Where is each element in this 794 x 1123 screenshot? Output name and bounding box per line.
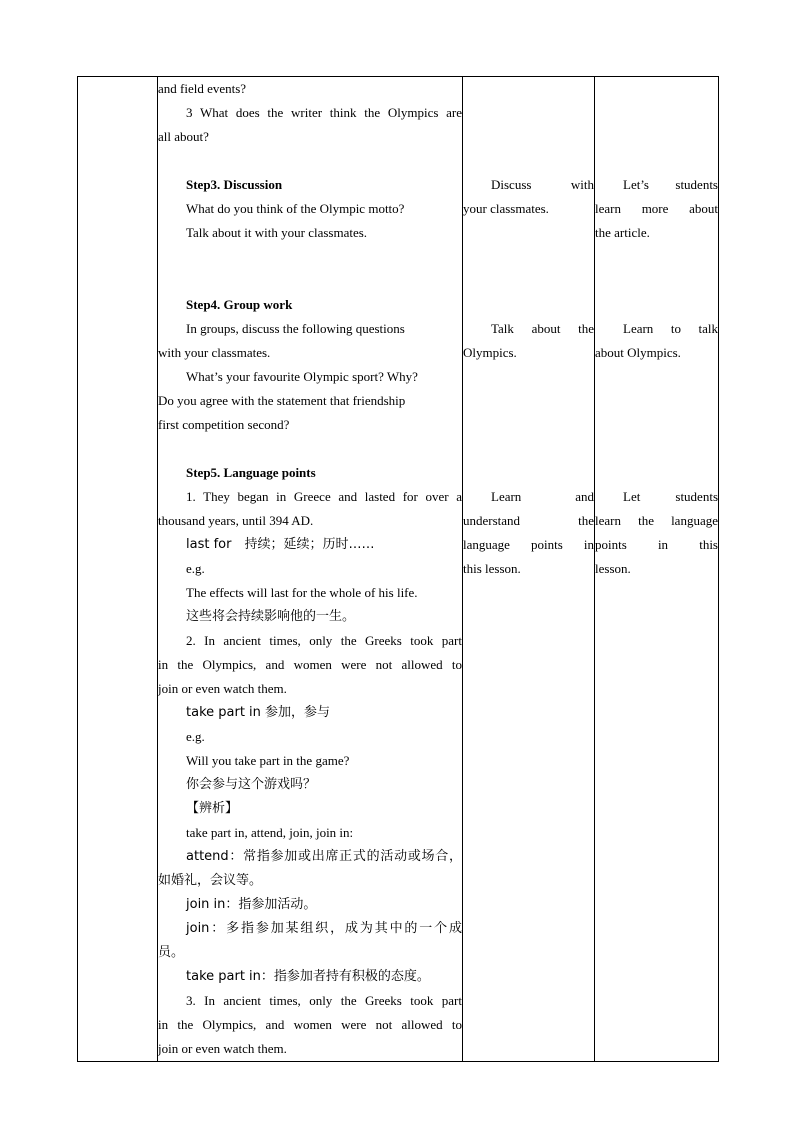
point-1-example-zh: 这些将会持续影响他的一生。: [186, 609, 356, 624]
step4-line-2a: What’s your favourite Olympic sport? Why?: [186, 369, 418, 384]
table-row: [78, 77, 719, 1062]
point-2-phrase: take part in 参加，参与: [186, 705, 331, 720]
step5-title: Step5. Language points: [186, 465, 316, 480]
step4-purpose-line-2: about Olympics.: [595, 345, 681, 360]
step3-student-line-1: Discuss with: [491, 177, 594, 192]
student-activity-cell: [463, 77, 595, 1062]
analysis-attend-line-1: attend：常指参加或出席正式的活动或场合，: [186, 849, 462, 864]
analysis-attend-line-2: 如婚礼，会议等。: [158, 873, 263, 888]
step3-purpose-line-1: Let’s students: [623, 177, 718, 192]
point-1-example-en: The effects will last for the whole of his life.: [186, 585, 418, 600]
purpose-cell: [595, 77, 719, 1062]
step4-purpose-line-1: Learn to talk: [623, 321, 718, 336]
question-continuation: and field events?: [158, 81, 247, 96]
step4-title: Step4. Group work: [186, 297, 293, 312]
point-1-line-1: 1. They began in Greece and lasted for over a: [186, 489, 462, 504]
step5-purpose-line-1: Let students: [623, 489, 718, 504]
step4-line-1a: In groups, discuss the following questions: [186, 321, 405, 336]
step5-student-line-4: this lesson.: [463, 561, 521, 576]
teaching-content-cell: [158, 77, 463, 1062]
analysis-heading: 【辨析】: [186, 801, 239, 816]
point-2-line-2: in the Olympics, and women were not allowed to: [158, 657, 462, 672]
question-3-line-1: 3 What does the writer think the Olympics are: [186, 105, 462, 120]
point-2-example-zh: 你会参与这个游戏吗？: [186, 777, 317, 792]
analysis-join-line-2: 员。: [158, 945, 185, 960]
step5-student-line-3: language points in: [463, 537, 594, 552]
point-2-line-3: join or even watch them.: [158, 681, 287, 696]
step5-purpose-line-4: lesson.: [595, 561, 631, 576]
step5-student-line-2: understand the: [463, 513, 594, 528]
analysis-word-list: take part in, attend, join, join in:: [186, 825, 354, 840]
step5-student-line-1: Learn and: [491, 489, 594, 504]
step4-line-2c: first competition second?: [158, 417, 290, 432]
point-2-eg: e.g.: [186, 729, 205, 744]
point-3-line-3: join or even watch them.: [158, 1041, 287, 1056]
step4-student-line-1: Talk about the: [491, 321, 594, 336]
step3-line-2: Talk about it with your classmates.: [186, 225, 368, 240]
step3-line-1: What do you think of the Olympic motto?: [186, 201, 405, 216]
lesson-plan-table: [77, 76, 719, 1062]
analysis-take-part-in: take part in：指参加者持有积极的态度。: [186, 969, 430, 984]
step4-line-1b: with your classmates.: [158, 345, 271, 360]
step5-purpose-line-3: points in this: [595, 537, 718, 552]
step3-title: Step3. Discussion: [186, 177, 283, 192]
step3-purpose-line-3: the article.: [595, 225, 650, 240]
point-1-phrase: last for 持续；延续；历时……: [186, 537, 375, 552]
point-1-line-2: thousand years, until 394 AD.: [158, 513, 314, 528]
analysis-join-in: join in：指参加活动。: [186, 897, 317, 912]
step4-line-2b: Do you agree with the statement that friendship: [158, 393, 406, 408]
question-3-line-2: all about?: [158, 129, 209, 144]
analysis-join-line-1: join：多指参加某组织，成为其中的一个成: [186, 921, 462, 936]
point-2-line-1: 2. In ancient times, only the Greeks took part: [186, 633, 462, 648]
step5-purpose-line-2: learn the language: [595, 513, 718, 528]
step4-student-line-2: Olympics.: [463, 345, 517, 360]
point-2-example-en: Will you take part in the game?: [186, 753, 350, 768]
step3-student-line-2: your classmates.: [463, 201, 549, 216]
point-3-line-1: 3. In ancient times, only the Greeks took part: [186, 993, 462, 1008]
step3-purpose-line-2: learn more about: [595, 201, 718, 216]
stage-column-cell: [78, 77, 158, 1062]
point-1-eg: e.g.: [186, 561, 205, 576]
point-3-line-2: in the Olympics, and women were not allowed to: [158, 1017, 462, 1032]
